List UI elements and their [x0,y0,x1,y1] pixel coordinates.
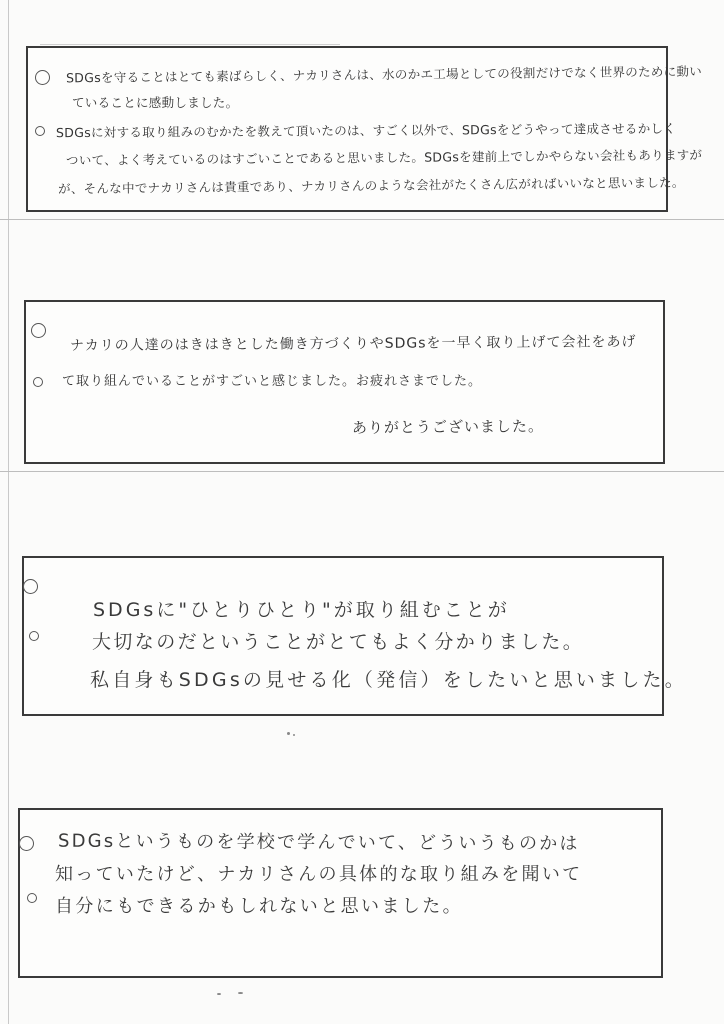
comment-line: 知っていたけど、ナカリさんの具体的な取り組みを聞いて [55,864,583,885]
separator-line [0,471,724,472]
scan-speck [217,993,221,995]
punch-hole [35,70,50,85]
comment-line: SDGsに"ひとりひとり"が取り組むことが [93,599,510,621]
comment-line: て取り組んでいることがすごいと感じました。お疲れさまでした。 [62,374,483,389]
comment-line: 自分にもできるかもしれないと思いました。 [55,896,463,917]
comment-line: ていることに感動しました。 [72,95,239,110]
punch-hole [23,579,38,594]
separator-line [40,44,340,45]
punch-hole [27,893,37,903]
comment-line: ありがとうございました。 [351,417,545,437]
comment-line: ついて、よく考えているのはすごいことであると思いました。SDGsを建前上でしかやらない会社もありますが [65,147,703,168]
comment-line: 大切なのだということがとてもよく分かりました。 [92,631,585,653]
comment-line: ナカリの人達のはきはきとした働き方づくりやSDGsを一早く取り上げて会社をあげ [69,334,637,354]
scan-speck [238,992,243,994]
punch-hole [29,631,39,641]
comment-line: SDGsに対する取り組みのむかたを教えて頂いたのは、すごく以外で、SDGsをどうやって達成させるかしく [55,120,677,141]
left-margin-line [8,0,9,1024]
separator-line [0,219,724,220]
comment-line: が、そんな中でナカリさんは貴重であり、ナカリさんのような会社がたくさん広がればいいなと思いました。 [57,174,685,197]
comment-line: SDGsを守ることはとても素ばらしく、ナカリさんは、水のかエ工場としての役割だけでなく世界のために動い [65,63,703,86]
punch-hole [35,126,45,136]
punch-hole [19,836,34,851]
scan-speck [287,732,290,735]
punch-hole [33,377,43,387]
punch-hole [31,323,46,338]
scan-speck [293,734,295,736]
comment-line: 私自身もSDGsの見せる化（発信）をしたいと思いました。 [90,669,687,691]
comment-line: SDGsというものを学校で学んでいて、どういうものかは [57,830,580,855]
